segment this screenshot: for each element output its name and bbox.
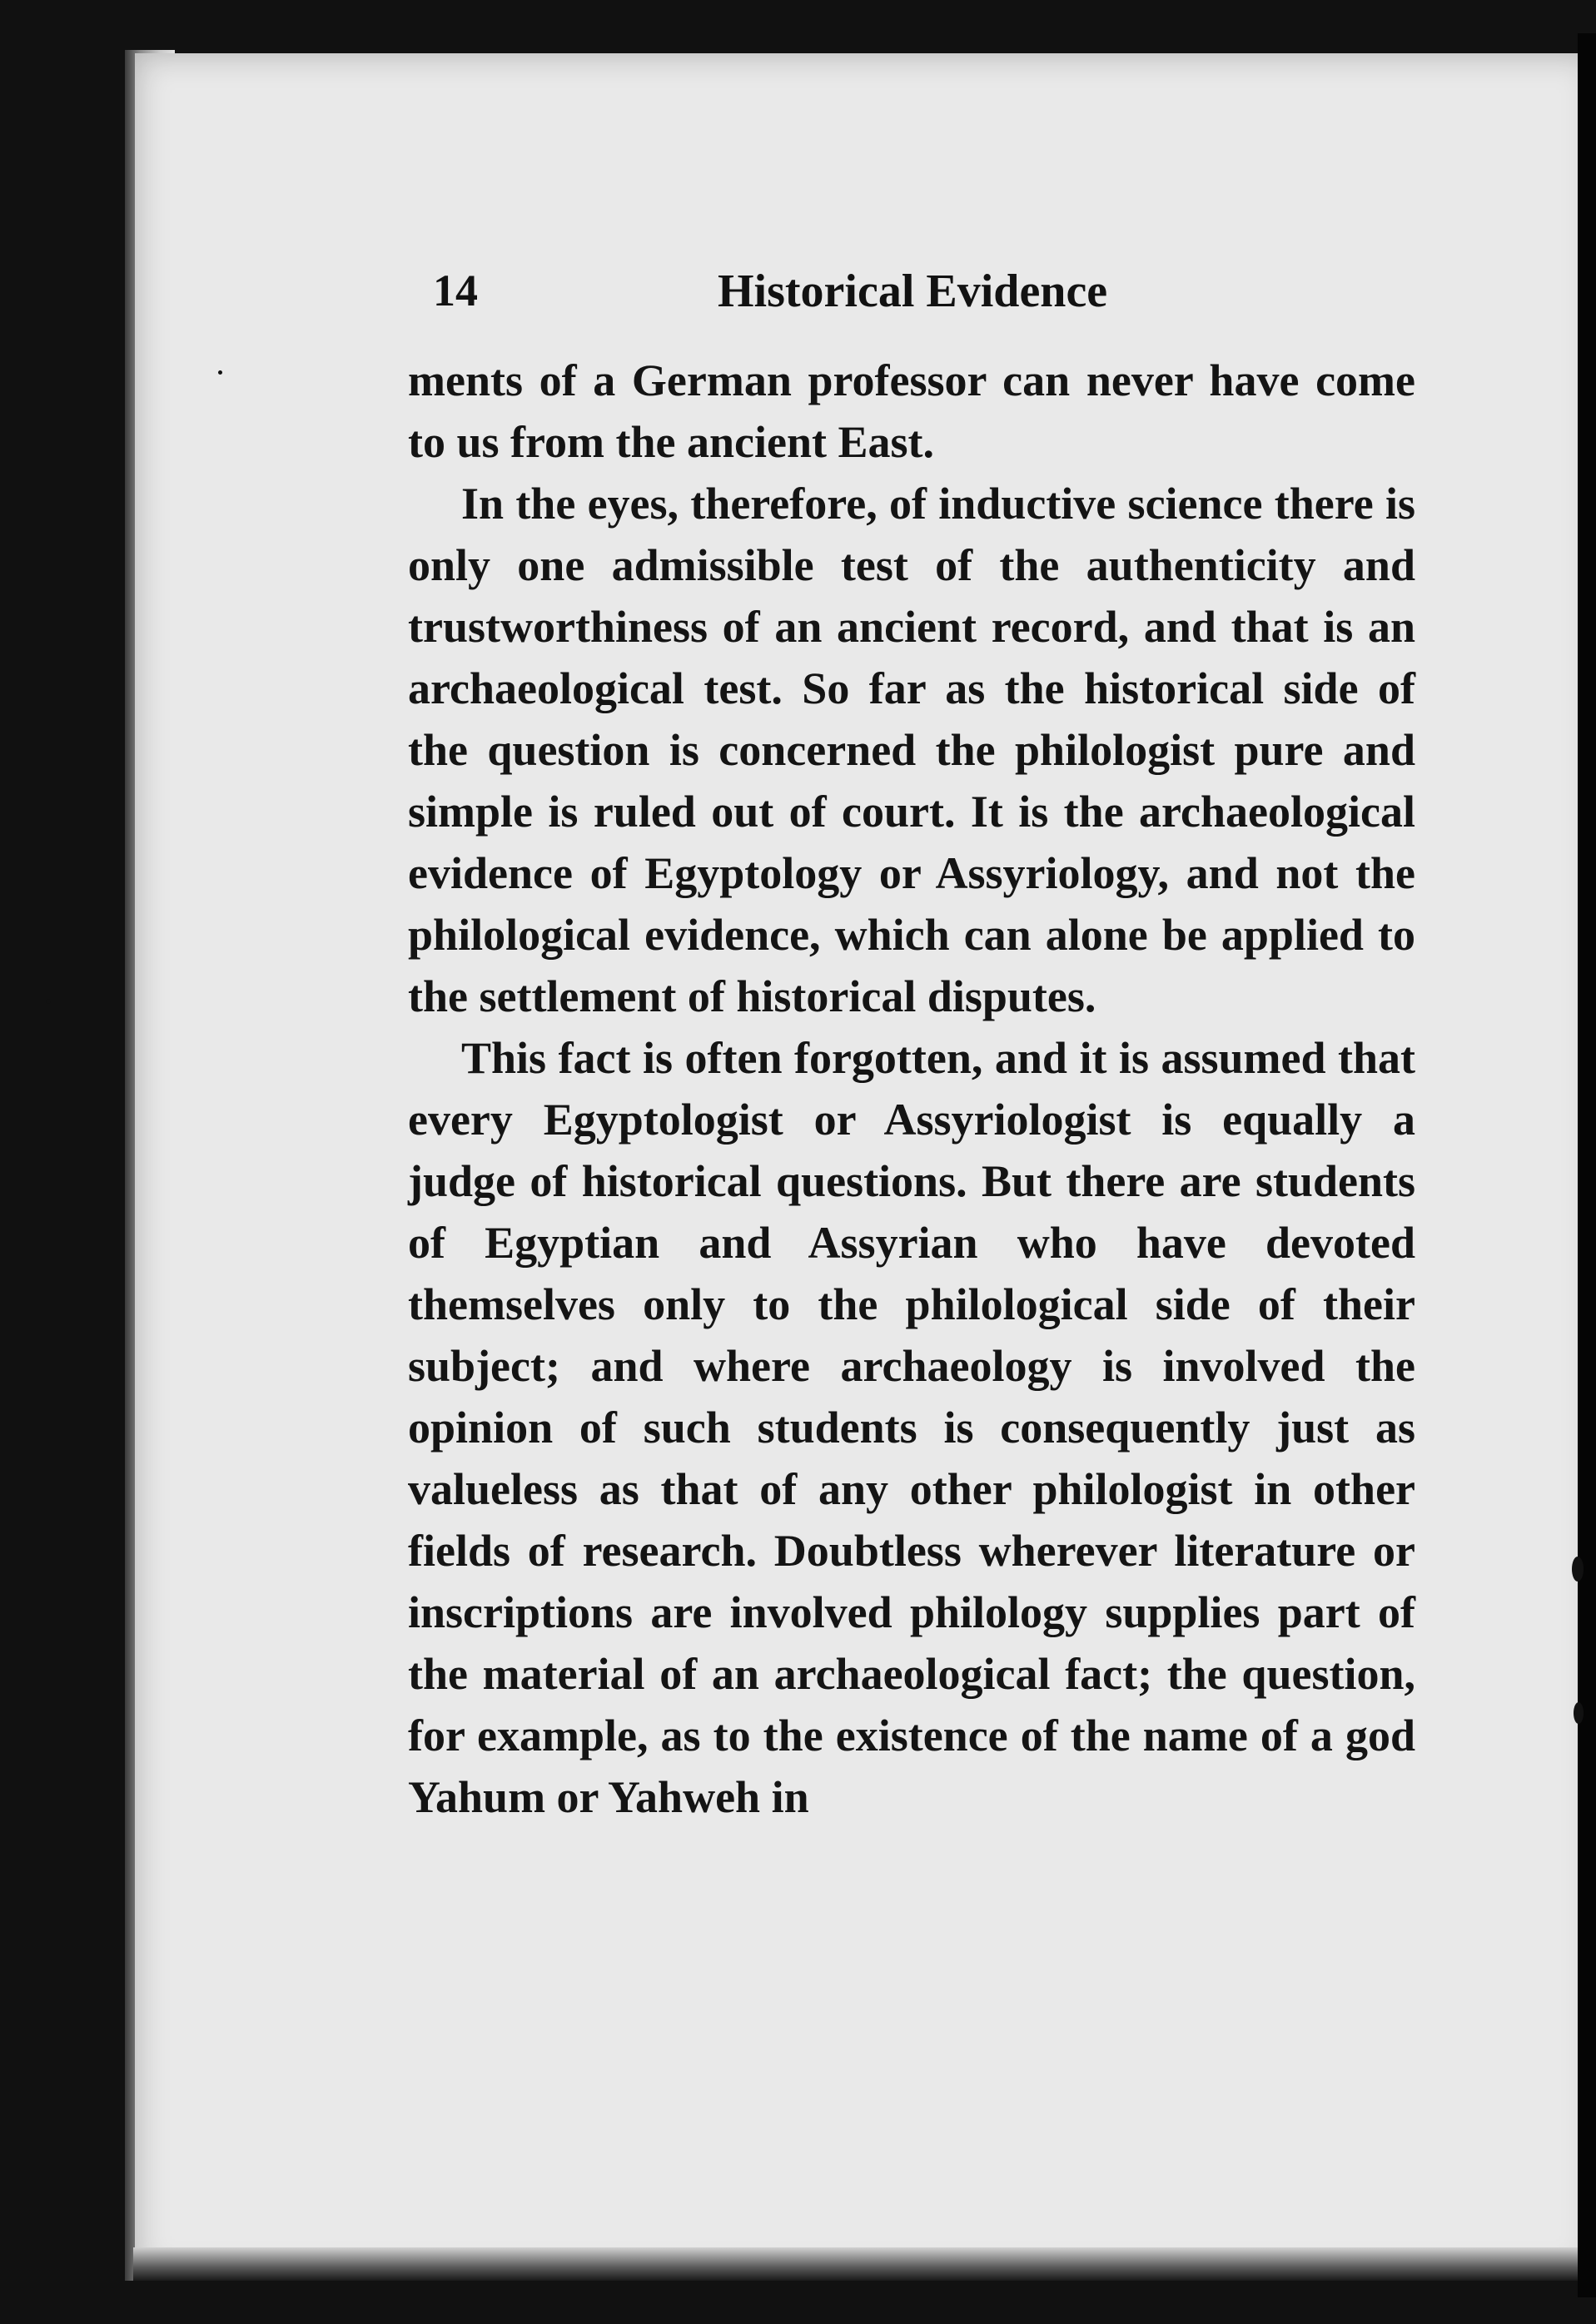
scan-right-border <box>1578 33 1596 2297</box>
running-title: Historical Evidence <box>718 266 1108 317</box>
page-number: 14 <box>433 266 478 315</box>
scan-speck <box>1572 1557 1584 1582</box>
paragraph: This fact is often forgotten, and it is assumed that every Egyptologist or Assyriologist is equally a judge of historical questions. But there are students of Egyptian and Assyrian who have devoted themselves only to the philological side of their subject; and where archaeology is involved the opinion of such students is consequently just as valueless as that of any other philologist in other fields of research. Doubtless wherever literature or inscriptions are involved philology supplies part of the material of an archaeological fact; the question, for example, as to the existence of the name of a god Yahum or Yahweh in <box>408 1033 1415 1822</box>
body-text <box>408 350 1415 1998</box>
scan-speck <box>218 370 222 375</box>
paragraph-continued: ments of a German professor can never have come to us from the ancient East. <box>408 355 1415 467</box>
page-header <box>433 265 1432 331</box>
scan-speck <box>1574 1702 1584 1724</box>
page-bottom-edge <box>133 2247 1596 2281</box>
paragraph: In the eyes, therefore, of inductive science there is only one admissible test of the authenticity and trustworthiness of an ancient record, and that is an archaeological test. So far as the historical side of the question is concerned the philologist pure and simple is ruled out of court. It is the archaeological evidence of Egyptology or Assyriology, and not the philological evidence, which can alone be applied to the settlement of historical disputes. <box>408 479 1415 1021</box>
scan-speck <box>46 999 51 1004</box>
